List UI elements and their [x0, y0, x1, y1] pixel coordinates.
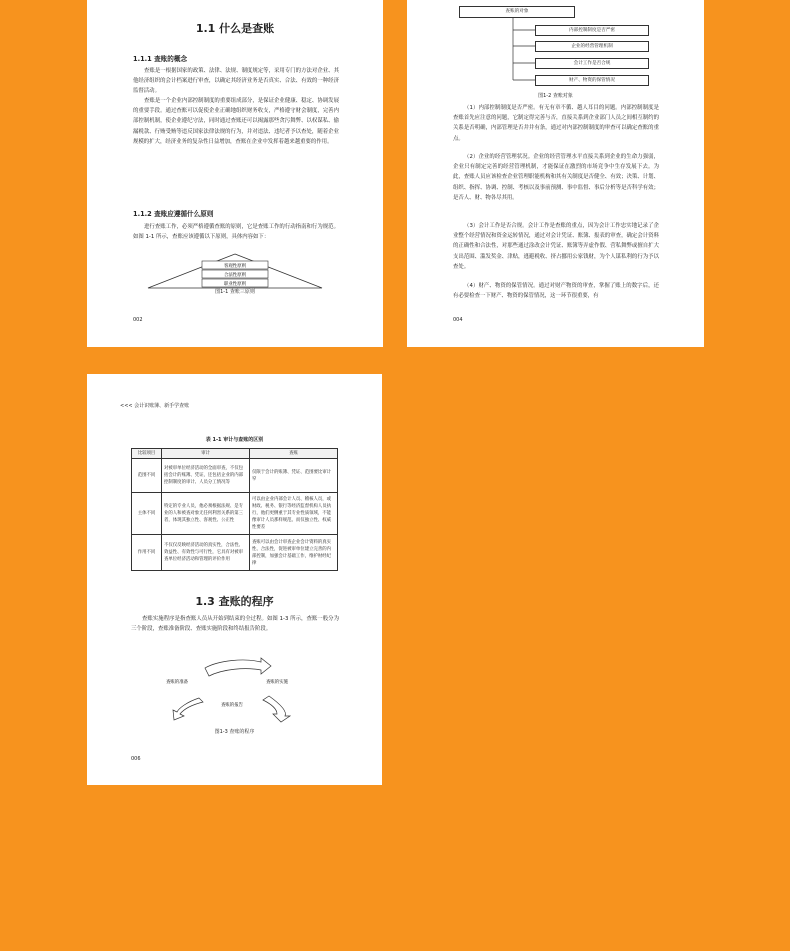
table-header-row	[132, 449, 338, 459]
figure-caption: 图1-1 查账三原则	[215, 289, 255, 295]
table-cell: 可以由企业内部会计人员、稽核人员，或财政、税务、银行等经济监督机构人员执行，他们更侧重于其专业性质领域，不能像审计人员那样规范、而仅独立性、权威性要差	[250, 493, 338, 535]
table-cell: 仅限于会计的账簿、凭证、范围要比审计窄	[250, 459, 338, 493]
document-page-006	[87, 374, 382, 785]
figure-caption: 图1-2 查账对象	[538, 93, 573, 99]
table-cell: 不仅仅反映经济活动的真实性，合法性、效益性、有效性与可行性，它具有对被审查单位经济活动和管理的评价作用	[162, 535, 250, 571]
paragraph: 查账是一个企业内部控制制度的重要组成部分，是保证企业健康、稳定、协调发展的重要手段。通过查账可以促使企业正确地组织财务收支，严格遵守财会制度，完善内部控制机制，使企业遵纪守法，同时通过查账还可以揭露那些贪污舞弊、以权谋私、偷漏税款、行贿受贿等违反国家法律法规的行为，并对违法、违纪者予以查处，随着企业规模的扩大，经济业务的复杂性日益增加，查账在企业中发挥着越来越重要的作用。	[133, 98, 339, 145]
table-row	[132, 535, 338, 571]
table-cell: 对被审单位经济活动的全面审查，不仅包括会计的账簿、凭证，还包括企业的内部控制制度的审计、人员分工情况等	[162, 459, 250, 493]
paragraph: （1）内部控制制度是否严密。有无有章不循、越人耳目的问题。内部控制制度是查账首先应注意的问题，它制定得完善与否，直接关系到企业部门人员之间相互制约的关系是否明确，内部管理是否井井有条，通过对内部控制制度的审查可以确定查账的重点。	[453, 105, 659, 142]
table-header-cell: 比较项目	[132, 449, 162, 459]
paragraph: 查账是一根据国家的政策、法律、法规、制度规定等，采用专门的方法对企业、其他经济组织的会计档案进行审查，以确定其经济业务是否真实、合法、有效的一种经济监督活动。	[133, 68, 339, 95]
figure-caption: 图1-3 查账的程序	[214, 729, 255, 735]
table-header-cell: 审计	[162, 449, 250, 459]
table-header-cell: 查账	[250, 449, 338, 459]
paragraph: 查账实施程序是指查账人员从开始到结束的全过程。如图 1-3 所示，查账一般分为三个阶段，查账准备阶段、查账实施阶段和终结报告阶段。	[131, 616, 339, 633]
table-cell: 查账可以由会计审查企业会计资料的真实性、合法性，促进被审单位建立完善的内部控制，加强会计基础工作，维护财经纪律	[250, 535, 338, 571]
flow-step-label: 查账的准备	[166, 680, 188, 685]
tree-item-box: 财产、物资的保管情况	[535, 75, 649, 86]
tree-root-box: 查账的对象	[459, 6, 575, 18]
pyramid-level-top: 客观性原则	[224, 264, 246, 269]
table-cell: 范围不同	[132, 459, 162, 493]
page-title: 1.1 什么是查账	[195, 22, 275, 35]
page-number: 004	[453, 317, 463, 323]
flow-step-label: 查账的实施	[266, 680, 288, 685]
table-row	[132, 459, 338, 493]
tree-item-box: 内部控制制度是否严密	[535, 25, 649, 36]
tree-item-box: 企业的经营管理机制	[535, 41, 649, 52]
section-title: 1.3 查账的程序	[195, 595, 274, 608]
section-heading: 1.1.1 查账的概念	[133, 55, 188, 63]
page-number: 002	[133, 317, 143, 323]
paragraph: （2）企业的经营管理状况。企业的经营管理水平直接关系到企业的生命力强弱，企业只有制定完善的经营管理机制，才能保证在激烈的市场竞争中生存发展下去。为此，查账人员应该检查企业管理职能机构和其有关制度是否健全、有效；决策、计划、组织、指挥、协调、控制、考核以及事前预测、事中监督、事后分析等是否科学有效；是否人、财、物各尽其用。	[453, 154, 659, 201]
table-cell: 作用不同	[132, 535, 162, 571]
section-heading: 1.1.2 查账应遵循什么原则	[133, 210, 214, 218]
table-row	[132, 493, 338, 535]
paragraph: 进行查账工作，必须严格遵循查账的原则，它是查账工作的行动指南和行为规范。如图 1-1 所示，查账应该遵循以下原则，具体内容如下：	[133, 224, 339, 241]
arrow-up-icon	[173, 698, 203, 720]
document-page-004	[407, 0, 704, 347]
paragraph: （4）财产、物资的保管情况。通过对财产物资的审查，掌握了账上的数字后，还有必要检查一下财产、物资的保管情况，这一环节很重要，有	[453, 283, 659, 300]
arrow-right-icon	[205, 658, 271, 676]
pyramid-level-middle: 合法性原则	[224, 273, 246, 278]
paragraph: （3）会计工作是否合规。会计工作是查账的重点，因为会计工作忠实地记录了企业整个经营情况和资金运转情况，通过对会计凭证、账簿、报表的审查，确定会计资料的正确性和合法性，对那些通过涂改会计凭证、账簿等弄虚作假、营私舞弊或擅自扩大支出范围、滥发奖金、津贴，逃避税收、挤占挪用公家钱财，为个人谋私利的行为予以查处。	[453, 223, 659, 270]
table-cell: 主体不同	[132, 493, 162, 535]
page-number: 006	[131, 756, 141, 762]
flow-step-label: 查账的报告	[221, 703, 243, 708]
table-cell: 特定的专业人员，他必须根据法规、是专业的人和被查对象无任何利害关系的第三者，体现其独立性、客观性、公正性	[162, 493, 250, 535]
document-page-002	[87, 0, 383, 347]
comparison-table	[131, 448, 338, 571]
flow-diagram	[157, 654, 317, 724]
pyramid-level-bottom: 职业性原则	[224, 282, 246, 287]
table-title: 表 1-1 审计与查账的区别	[205, 437, 264, 443]
pyramid-diagram	[147, 253, 323, 289]
running-header: <<< 会计识账簿、新手学查账	[120, 403, 190, 409]
tree-item-box: 会计工作是否合规	[535, 58, 649, 69]
arrow-down-icon	[263, 696, 290, 722]
